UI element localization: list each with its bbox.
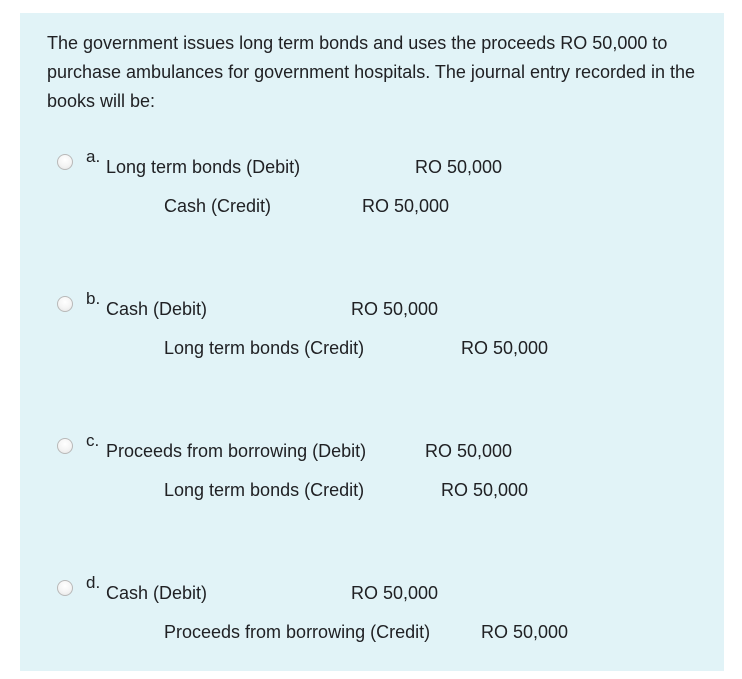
debit-amount: RO 50,000: [415, 157, 503, 177]
radio-button-b[interactable]: [57, 296, 73, 312]
credit-amount: RO 50,000: [362, 196, 450, 216]
debit-account: Proceeds from borrowing (Debit): [106, 441, 367, 461]
debit-account: Cash (Debit): [106, 583, 208, 603]
debit-account: Long term bonds (Debit): [106, 157, 301, 177]
credit-account: Long term bonds (Credit): [164, 480, 365, 500]
option-a[interactable]: [20, 147, 724, 253]
question-text: The government issues long term bonds and uses the proceeds RO 50,000 to purchase ambulances for government hospitals. The journal entry recorded in the books will be:: [47, 33, 696, 111]
option-b[interactable]: [20, 289, 724, 395]
question-card: [20, 13, 724, 671]
credit-account: Cash (Credit): [164, 196, 272, 216]
debit-amount: RO 50,000: [351, 299, 439, 319]
option-letter: b.: [86, 289, 101, 308]
debit-account: Cash (Debit): [106, 299, 208, 319]
debit-amount: RO 50,000: [351, 583, 439, 603]
radio-button-d[interactable]: [57, 580, 73, 596]
option-letter: a.: [86, 147, 101, 166]
radio-button-c[interactable]: [57, 438, 73, 454]
option-letter: d.: [86, 573, 101, 592]
credit-account: Long term bonds (Credit): [164, 338, 365, 358]
credit-amount: RO 50,000: [481, 622, 569, 642]
radio-button-a[interactable]: [57, 154, 73, 170]
credit-account: Proceeds from borrowing (Credit): [164, 622, 431, 642]
credit-amount: RO 50,000: [461, 338, 549, 358]
option-d[interactable]: [20, 573, 724, 679]
debit-amount: RO 50,000: [425, 441, 513, 461]
option-c[interactable]: [20, 431, 724, 537]
credit-amount: RO 50,000: [441, 480, 529, 500]
option-letter: c.: [86, 431, 100, 450]
